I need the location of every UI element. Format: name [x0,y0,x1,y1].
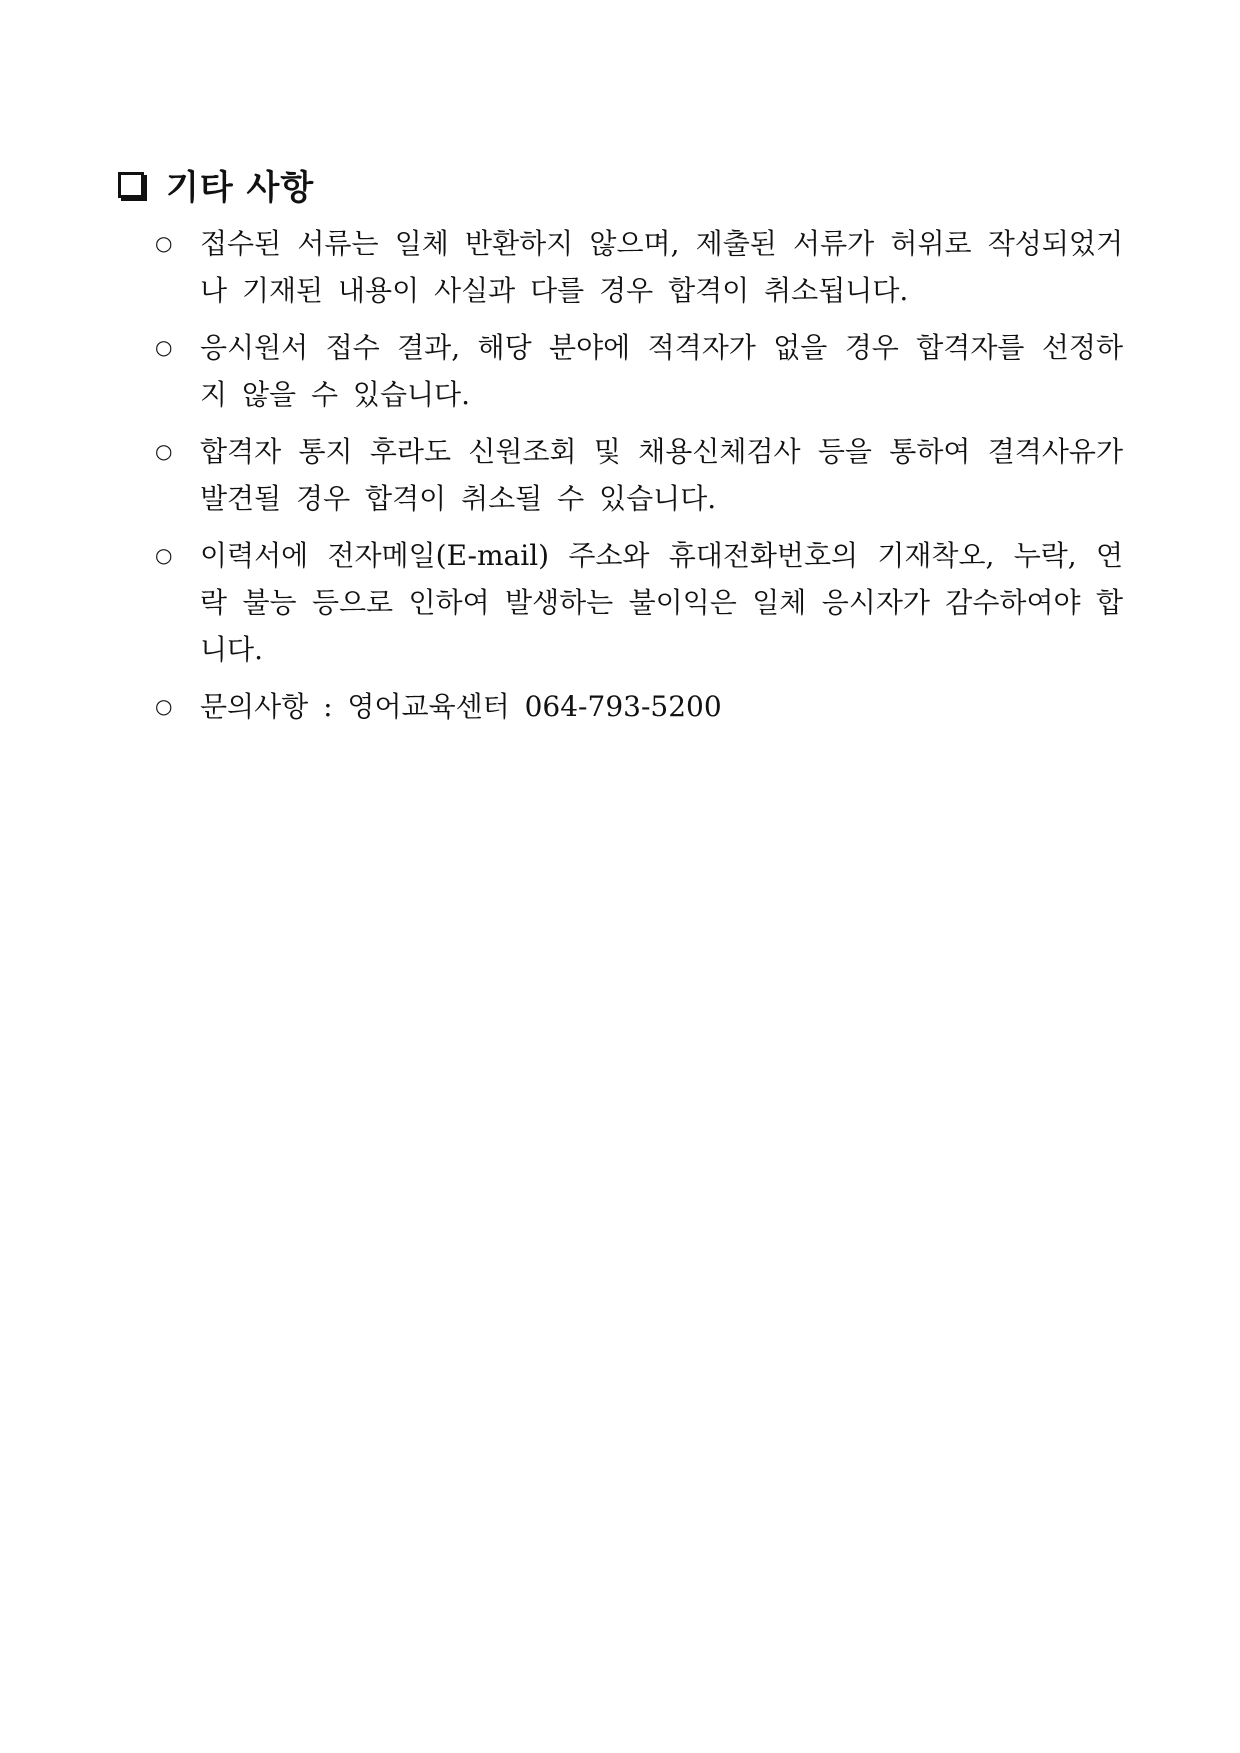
circle-bullet-icon: ○ [155,231,173,255]
list-item [155,324,1123,418]
notice-list [155,220,1123,740]
list-item [155,220,1123,314]
section-title: 기타 사항 [166,168,315,208]
section-header [118,160,314,209]
list-item [155,532,1123,673]
list-item-text: 접수된 서류는 일체 반환하지 않으며, 제출된 서류가 허위로 작성되었거나 기재된 내용이 사실과 다를 경우 합격이 취소됩니다. [200,227,1123,307]
checkbox-square-icon [118,172,144,198]
list-item-text: 응시원서 접수 결과, 해당 분야에 적격자가 없을 경우 합격자를 선정하지 않을 수 있습니다. [200,331,1123,411]
contact-text: 문의사항 : 영어교육센터 064-793-5200 [200,690,722,723]
contact-item [155,683,1123,730]
circle-bullet-icon: ○ [155,543,173,567]
list-item-text: 이력서에 전자메일(E-mail) 주소와 휴대전화번호의 기재착오, 누락, 연락 불능 등으로 인하여 발생하는 불이익은 일체 응시자가 감수하여야 합니다. [200,539,1123,666]
list-item-text: 합격자 통지 후라도 신원조회 및 채용신체검사 등을 통하여 결격사유가 발견될 경우 합격이 취소될 수 있습니다. [200,435,1123,515]
circle-bullet-icon: ○ [155,439,173,463]
list-item [155,428,1123,522]
circle-bullet-icon: ○ [155,694,173,718]
circle-bullet-icon: ○ [155,335,173,359]
